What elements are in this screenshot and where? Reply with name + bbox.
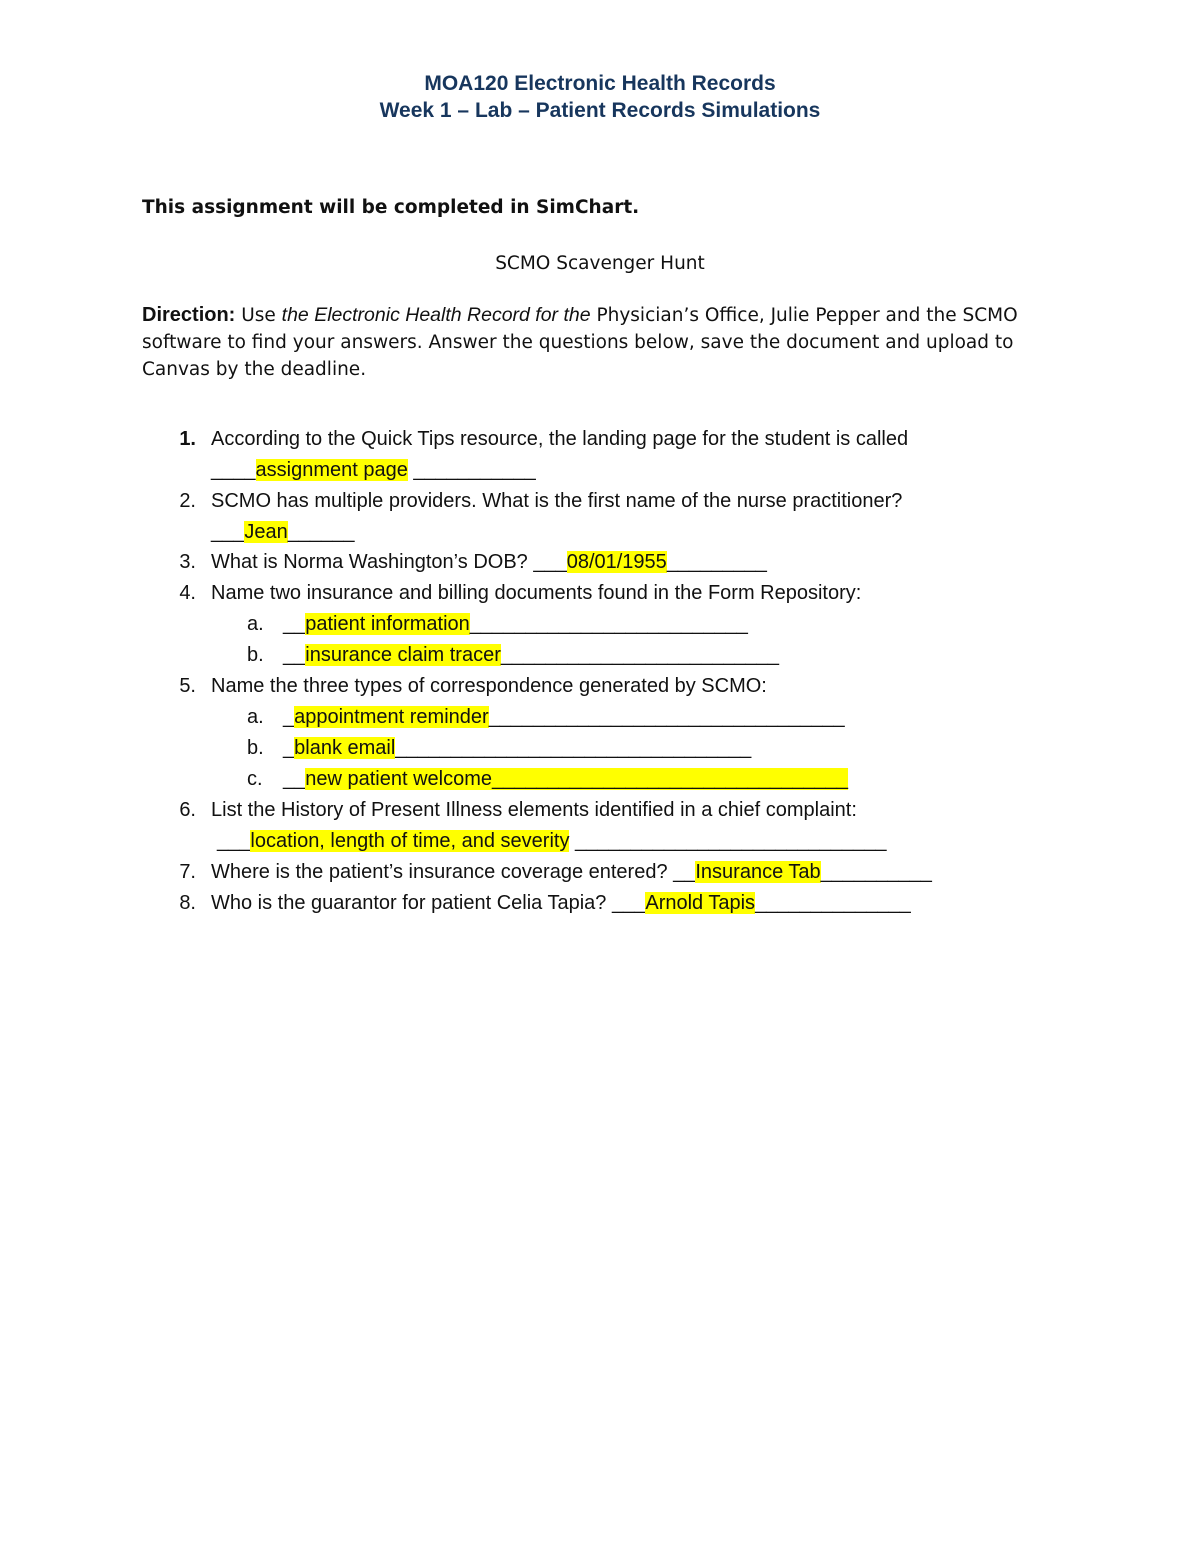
answer-text[interactable]: Insurance Tab	[695, 861, 821, 883]
direction-label: Direction:	[142, 304, 236, 326]
answer-text[interactable]: Arnold Tapis	[645, 892, 756, 914]
direction-paragraph	[142, 302, 1042, 383]
sub-letter: b.	[247, 644, 264, 666]
question-number: 2.	[179, 490, 196, 512]
answer-text[interactable]: location, length of time, and severity	[250, 830, 570, 852]
sub-letter: a.	[247, 706, 264, 728]
answer-text[interactable]: insurance claim tracer	[305, 644, 501, 666]
answer-blank: __	[283, 613, 306, 635]
answer-text[interactable]: 08/01/1955	[566, 551, 667, 573]
question-text: Who is the guarantor for patient Celia Tapia? ___	[211, 892, 646, 914]
question-text: Where is the patient’s insurance coverage entered? __	[211, 861, 696, 883]
question-number: 1.	[179, 428, 196, 450]
question-text: List the History of Present Illness elements identified in a chief complaint:	[211, 799, 857, 821]
question-number: 5.	[179, 675, 196, 697]
answer-text[interactable]: blank email	[294, 737, 396, 759]
direction-text-italic: the Electronic Health Record for the	[281, 304, 591, 326]
answer-blank: _________________________	[469, 613, 748, 635]
question-number: 4.	[179, 582, 196, 604]
answer-blank: ___________	[407, 459, 536, 481]
answer-text[interactable]: Jean	[244, 521, 288, 543]
answer-blank: ___	[211, 521, 245, 543]
document-subtitle: Week 1 – Lab – Patient Records Simulations	[379, 99, 821, 122]
answer-blank: ____	[211, 459, 256, 481]
answer-blank: ___	[217, 830, 251, 852]
question-text: According to the Quick Tips resource, the landing page for the student is called	[211, 428, 909, 450]
sub-letter: c.	[247, 768, 263, 790]
question-number: 8.	[179, 892, 196, 914]
answer-text[interactable]: appointment reminder	[294, 706, 489, 728]
question-text: Name two insurance and billing documents found in the Form Repository:	[211, 582, 862, 604]
answer-blank: ________________________________	[395, 737, 752, 759]
answer-blank: __	[283, 644, 306, 666]
question-text: SCMO has multiple providers. What is the first name of the nurse practitioner?	[211, 490, 903, 512]
answer-blank: __	[283, 768, 306, 790]
sub-letter: a.	[247, 613, 264, 635]
answer-blank: ______	[287, 521, 355, 543]
question-number: 7.	[179, 861, 196, 883]
answer-blank: ________________________________	[488, 706, 845, 728]
answer-blank: ____________________________	[569, 830, 887, 852]
direction-text-2: Physician’s Office, Julie Pepper and the SCMO software to find your answers. Answer the questions below, save the document and upload to Canvas by the deadline.	[142, 305, 1018, 380]
question-number: 3.	[179, 551, 196, 573]
answer-blank: _	[283, 737, 295, 759]
direction-text-1: Use	[235, 305, 282, 326]
answer-blank: _________	[666, 551, 767, 573]
intro-text: This assignment will be completed in SimChart.	[142, 197, 640, 218]
answer-value: new patient welcome	[305, 768, 493, 790]
answer-blank: _________________________	[500, 644, 779, 666]
answer-blank: ______________	[755, 892, 911, 914]
answer-blank: ________________________________	[492, 768, 848, 790]
answer-blank: _	[283, 706, 295, 728]
document-title: MOA120 Electronic Health Records	[424, 72, 776, 95]
question-text: Name the three types of correspondence generated by SCMO:	[211, 675, 767, 697]
answer-text[interactable]: patient information	[305, 613, 470, 635]
answer-blank: __________	[820, 861, 932, 883]
sub-letter: b.	[247, 737, 264, 759]
answer-text[interactable]	[305, 768, 848, 790]
question-number: 6.	[179, 799, 196, 821]
section-heading: SCMO Scavenger Hunt	[495, 253, 705, 274]
answer-text[interactable]: assignment page	[255, 459, 408, 481]
question-text: What is Norma Washington’s DOB? ___	[211, 551, 567, 573]
